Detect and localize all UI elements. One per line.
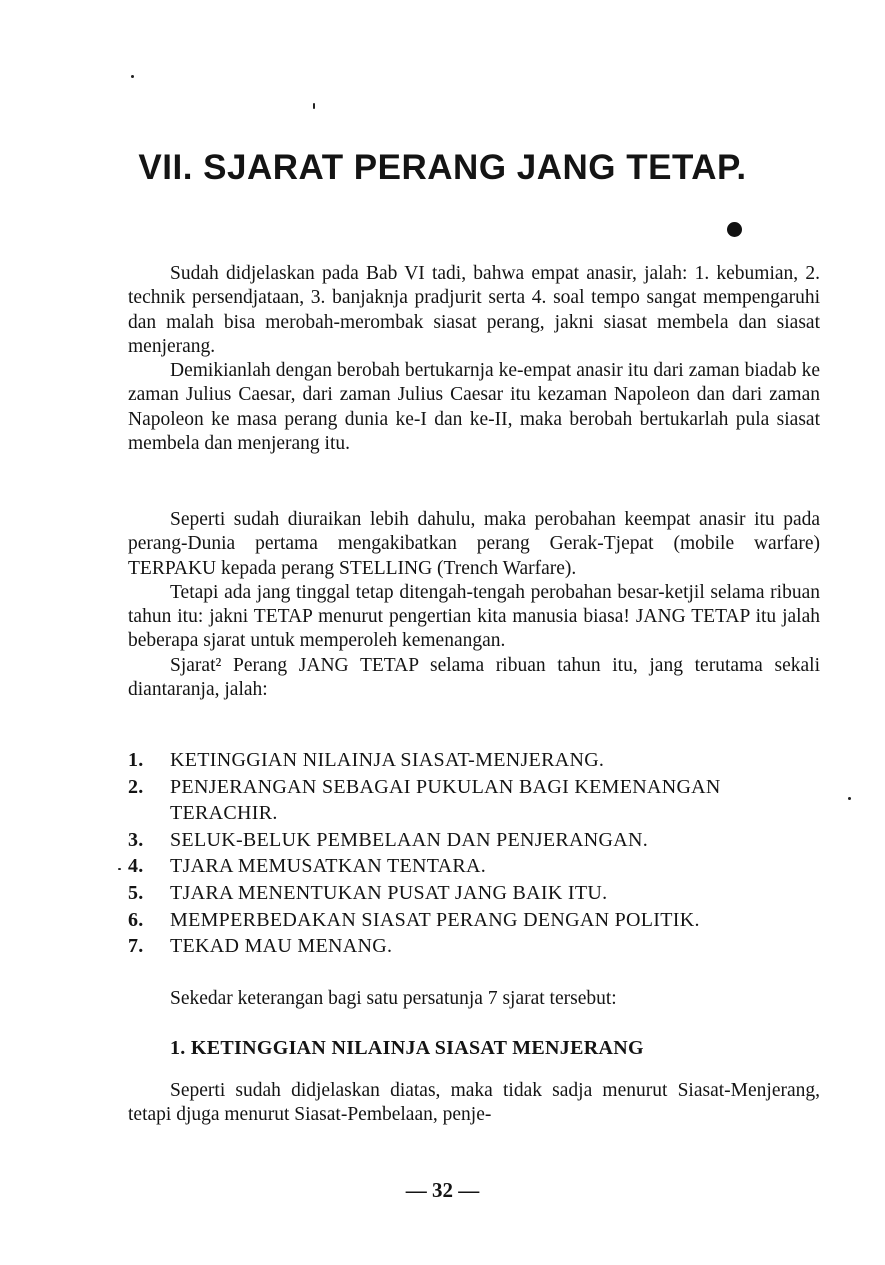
bullet-dot-icon: [727, 222, 742, 237]
middle-paragraphs: [128, 508, 820, 702]
conditions-list: [128, 747, 828, 960]
list-item-text: TJARA MEMUSATKAN TENTARA.: [170, 855, 487, 878]
list-item-text: TEKAD MAU MENANG.: [170, 935, 393, 958]
list-item-number: 7.: [128, 935, 144, 958]
paragraph-5: Sjarat² Perang JANG TETAP selama ribuan tahun itu, jang terutama sekali diantaranja, jalah:: [128, 654, 820, 701]
print-speck: [118, 868, 121, 870]
paragraph-6: Seperti sudah didjelaskan diatas, maka tidak sadja menurut Siasat-Menjerang, tetapi djuga menurut Siasat-Pembelaan, penje-: [128, 1080, 820, 1126]
paragraph-1: Sudah didjelaskan pada Bab VI tadi, bahwa empat anasir, jalah: 1. kebumian, 2. technik persendjataan, 3. banjaknja pradjurit serta 4. soal tempo sangat mempengaruhi dan malah bisa merobah-merombak siasat perang, jakni siasat membela dan siasat menjerang.: [128, 263, 820, 357]
paragraph-4: Tetapi ada jang tinggal tetap ditengah-tengah perobahan besar-ketjil selama ribuan tahun itu: jakni TETAP menurut pengertian kita manusia biasa! JANG TETAP itu jalah beberapa sjarat untuk memperoleh kemenangan.: [128, 581, 820, 652]
explanation-note: Sekedar keterangan bagi satu persatunja 7 sjarat tersebut:: [170, 988, 617, 1009]
list-item: [128, 747, 828, 774]
print-speck: [313, 103, 315, 109]
list-item-text: TJARA MENENTUKAN PUSAT JANG BAIK ITU.: [170, 881, 608, 904]
list-item-number: 1.: [128, 749, 144, 771]
list-item: [128, 774, 828, 827]
list-item-text: KETINGGIAN NILAINJA SIASAT-MENJERANG.: [170, 749, 605, 771]
list-item-text: MEMPERBEDAKAN SIASAT PERANG DENGAN POLITIK.: [170, 908, 700, 931]
list-item: [128, 853, 828, 880]
list-item-number: 6.: [128, 908, 144, 931]
chapter-title: VII. SJARAT PERANG JANG TETAP.: [138, 148, 747, 187]
intro-paragraphs: [128, 262, 820, 456]
paragraph-3: Seperti sudah diuraikan lebih dahulu, maka perobahan keempat anasir itu pada perang-Dunia pertama mengakibatkan perang Gerak-Tjepat (mobile warfare) TERPAKU kepada perang STELLING (Trench Warfare).: [128, 509, 820, 579]
print-speck: [131, 75, 134, 78]
paragraph-2: Demikianlah dengan berobah bertukarnja ke-empat anasir itu dari zaman biadab ke zaman Julius Caesar, dari zaman Julius Caesar itu kezaman Napoleon dan dari zaman Napoleon ke masa perang dunia ke-I dan ke-II, maka berobah bertukarlah pula siasat membela dan menjerang itu.: [128, 360, 820, 455]
list-item-number: 3.: [128, 828, 144, 851]
list-item: [128, 907, 828, 934]
list-item: [128, 827, 828, 854]
list-item-text: SELUK-BELUK PEMBELAAN DAN PENJERANGAN.: [170, 828, 649, 851]
section-heading: 1. KETINGGIAN NILAINJA SIASAT MENJERANG: [170, 1037, 644, 1059]
list-item: [128, 933, 828, 960]
list-item-number: 2.: [128, 775, 144, 798]
section-body: [128, 1079, 820, 1128]
list-item-number: 4.: [128, 855, 144, 878]
list-item-number: 5.: [128, 881, 144, 904]
list-item-text: PENJERANGAN SEBAGAI PUKULAN BAGI KEMENANGAN TERACHIR.: [170, 775, 721, 825]
print-speck: [848, 797, 851, 800]
list-item: [128, 880, 828, 907]
page-number: — 32 —: [405, 1178, 480, 1202]
